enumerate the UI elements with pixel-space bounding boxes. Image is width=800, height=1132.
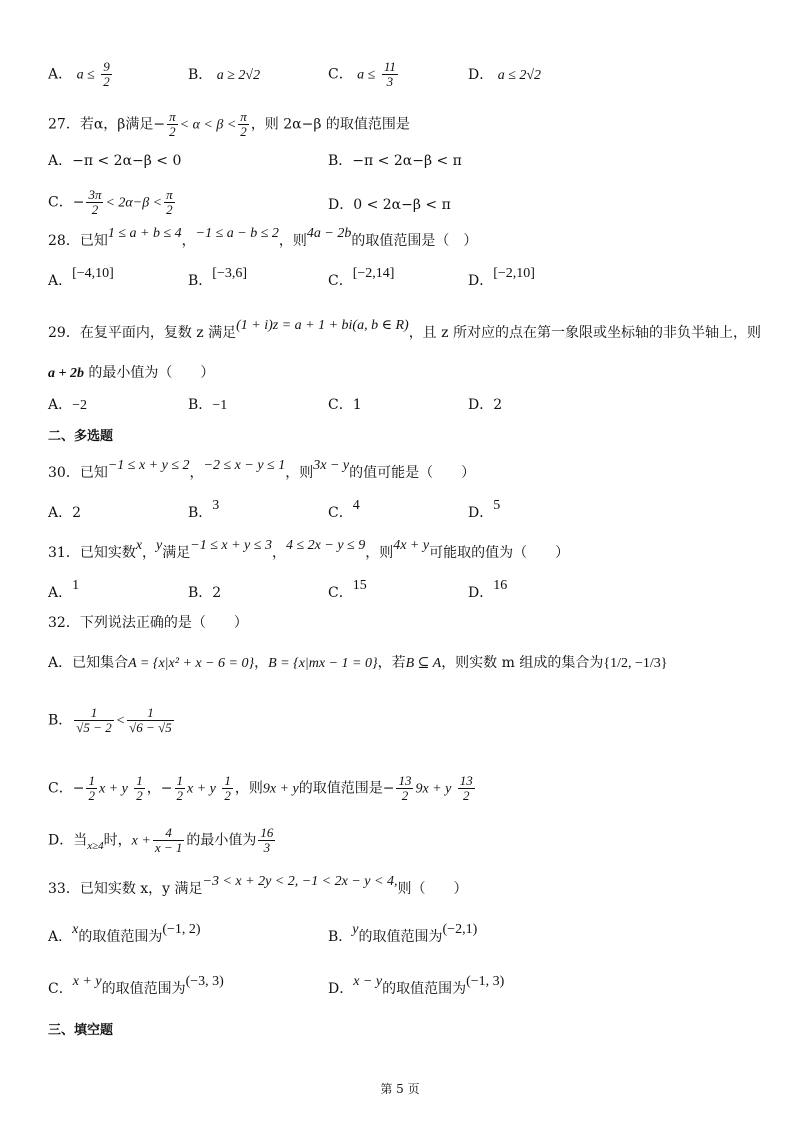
target-expression: 4a − 2b [306, 226, 352, 241]
denominator: 2 [463, 788, 470, 803]
variable: x − y [353, 974, 383, 989]
denominator: √6 − √5 [129, 720, 172, 735]
fraction [396, 774, 413, 803]
separator: ， [181, 233, 196, 249]
fraction [222, 774, 233, 803]
numerator: 1 [88, 773, 95, 788]
stem-text: ，则 [278, 233, 307, 249]
stem-text: 若α，β满足− [79, 116, 166, 133]
stem-text: 的最小值为（ ） [83, 365, 215, 381]
expression: x + y [187, 781, 216, 797]
variable: x + y [72, 974, 102, 989]
denominator: 2 [103, 74, 110, 89]
variable: x [135, 538, 143, 553]
option-label: B． [188, 67, 213, 83]
option-value: [−3,6] [212, 266, 248, 281]
condition-2: −1 ≤ a − b ≤ 2 [195, 226, 279, 241]
variable: x [72, 922, 79, 937]
q31-option-a [48, 578, 80, 603]
target-expression: 3x − y [313, 458, 350, 473]
stem-text: 30．已知 [48, 465, 108, 481]
option-value: [−2,10] [493, 266, 535, 281]
option-value: 1 [72, 578, 80, 593]
option-label: D． [468, 273, 494, 289]
option-text: 的取值范围为 [101, 981, 186, 997]
q33-option-b [328, 922, 478, 947]
fraction [238, 110, 249, 139]
fraction [175, 774, 186, 803]
option-label: A． [48, 397, 73, 413]
separator: ， [189, 465, 204, 481]
question-number: 27． [48, 116, 80, 133]
condition-2: −2 ≤ x − y ≤ 1 [203, 458, 286, 473]
condition: −3 < x + 2y < 2, −1 < 2x − y < 4, [202, 874, 398, 889]
q29-option-b [188, 396, 227, 415]
question-32-stem: 32．下列说法正确的是（ ） [48, 615, 248, 631]
stem-text: ，则 [285, 465, 314, 481]
option-label: B． [188, 505, 213, 521]
denominator: 2 [169, 124, 176, 139]
q27-option-b: B．−π < 2α−β < π [328, 153, 462, 169]
numerator: π [166, 187, 173, 202]
q33-option-c [48, 974, 224, 999]
denominator: 2 [91, 202, 99, 217]
set-a: A = {x|x² + x − 6 = 0} [128, 656, 255, 671]
option-value: −2 [72, 398, 88, 413]
option-value: (−2,1) [442, 922, 478, 937]
option-label: C． [328, 273, 353, 289]
fraction [164, 188, 175, 217]
option-label: A． [48, 929, 73, 945]
condition-2: 4 ≤ 2x − y ≤ 9 [285, 538, 366, 553]
option-label: C．− [48, 780, 85, 797]
fraction [167, 110, 178, 139]
q28-option-a [48, 266, 114, 291]
separator: ， [142, 545, 157, 561]
fraction [258, 826, 275, 855]
expression: 9x + y [415, 781, 452, 797]
option-math: a ≥ 2√2 [216, 68, 261, 83]
q31-option-b: B．2 [188, 585, 222, 601]
denominator: 3 [386, 74, 394, 89]
option-text: ，则 [234, 780, 263, 797]
option-value: 3 [212, 498, 220, 513]
numerator: 1 [176, 773, 184, 788]
option-value: −1 [212, 398, 228, 413]
option-label: D． [468, 585, 494, 601]
variable: y [156, 538, 163, 553]
option-text: 的取值范围为 [382, 981, 467, 997]
option-label: A． [48, 273, 73, 289]
denominator: 2 [240, 124, 247, 139]
fraction [134, 774, 145, 803]
stem-text: ，且 z 所对应的点在第一象限或坐标轴的非负半轴上，则 [408, 325, 761, 341]
fraction [458, 774, 475, 803]
numerator: 9 [103, 59, 110, 74]
question-29-stem [48, 318, 761, 343]
numerator: 1 [136, 773, 143, 788]
option-label: C． [48, 981, 73, 997]
q28-option-b [188, 266, 248, 291]
option-label: D． [328, 981, 354, 997]
stem-text: 则（ ） [397, 881, 468, 897]
condition-1: 1 ≤ a + b ≤ 4 [107, 226, 182, 241]
q29-option-d: D．2 [468, 397, 503, 413]
fraction [153, 826, 185, 855]
stem-text: 可能取的值为（ ） [429, 545, 570, 561]
stem-text: ，则 2α−β 的取值范围是 [250, 116, 410, 133]
stem-text: 的取值范围是（ ） [351, 233, 478, 249]
q30-option-c [328, 498, 360, 523]
numerator: 4 [153, 826, 185, 841]
numerator: π [169, 109, 176, 124]
q30-option-b [188, 498, 220, 523]
option-label: B． [48, 712, 73, 729]
q29-option-c: C．1 [328, 397, 362, 413]
option-math: < 2α−β < [105, 195, 163, 211]
option-text: 的最小值为 [186, 832, 257, 849]
q33-option-d [328, 974, 505, 999]
option-value: [−4,10] [72, 266, 114, 281]
separator: ， [271, 545, 286, 561]
option-text: ，若 [377, 655, 406, 671]
condition-1: −1 ≤ x + y ≤ 2 [107, 458, 190, 473]
fraction [86, 188, 103, 217]
comparison: < [115, 713, 126, 729]
condition: x≥4 [87, 839, 104, 852]
question-27-stem [48, 110, 410, 139]
option-text: 时， [103, 832, 132, 849]
denominator: 3 [263, 840, 271, 855]
question-31-stem [48, 538, 570, 563]
option-label: B． [328, 929, 353, 945]
option-value: 16 [493, 578, 508, 593]
option-value: [−2,14] [352, 266, 395, 281]
q26-option-a [48, 60, 114, 89]
fraction [382, 60, 398, 89]
denominator: x − 1 [154, 840, 183, 855]
denominator: 2 [136, 788, 143, 803]
denominator: 2 [176, 788, 184, 803]
set-b: B = {x|mx − 1 = 0} [268, 656, 378, 671]
numerator: 16 [260, 825, 274, 840]
q30-option-a: A．2 [48, 505, 82, 521]
option-text: 的取值范围为 [358, 929, 443, 945]
option-math: a ≤ [76, 67, 95, 83]
fraction [74, 706, 113, 735]
target-expression: a + 2b [48, 366, 84, 381]
option-value: 15 [352, 578, 367, 593]
option-text: ，则实数 m 组成的集合为 [441, 655, 604, 671]
stem-math: < α < β < [179, 117, 237, 133]
target-expression: 4x + y [393, 538, 430, 553]
section-heading: 二、多选题 [48, 429, 114, 444]
numerator: 1 [74, 706, 113, 721]
option-label: C． [328, 585, 353, 601]
stem-text: 满足 [162, 545, 191, 561]
stem-text: 28．已知 [48, 233, 108, 249]
numerator: 1 [127, 706, 174, 721]
equation: (1 + i)z = a + 1 + bi(a, b ∈ R) [236, 318, 409, 333]
numerator: 3π [88, 187, 102, 202]
expression: x + y [98, 781, 128, 797]
option-text: D．当 [48, 832, 88, 849]
denominator: 2 [224, 788, 231, 803]
q27-option-a: A．−π < 2α−β < 0 [48, 153, 182, 169]
q31-option-d [468, 578, 508, 603]
condition-1: −1 ≤ x + y ≤ 3 [190, 538, 272, 553]
option-text: 的取值范围是− [298, 780, 395, 797]
separator: ，− [146, 780, 173, 797]
answer-set: {1/2, −1/3} [603, 656, 668, 671]
numerator: 13 [459, 773, 473, 788]
q29-option-a [48, 396, 87, 415]
option-value: (−3, 3) [185, 974, 224, 989]
option-label: B． [188, 397, 213, 413]
numerator: 1 [224, 773, 231, 788]
q26-option-d [468, 66, 541, 85]
option-text: A．已知集合 [48, 655, 129, 671]
section-heading: 三、填空题 [48, 1023, 114, 1038]
denominator: 2 [88, 788, 95, 803]
q28-option-d [468, 266, 535, 291]
q30-option-d [468, 498, 501, 523]
q32-option-b [48, 706, 176, 735]
q27-option-c [48, 188, 177, 217]
target-expression: 9x + y [262, 781, 299, 797]
option-value: 4 [352, 498, 360, 513]
option-label: A． [48, 585, 73, 601]
stem-text: 31．已知实数 [48, 545, 136, 561]
option-value: 5 [493, 498, 501, 513]
separator: ， [254, 655, 269, 671]
option-label: A． [48, 66, 73, 83]
denominator: 2 [401, 788, 409, 803]
option-label: B． [188, 273, 213, 289]
variable: y [352, 922, 359, 937]
stem-text: ，则 [365, 545, 394, 561]
option-label: C．− [48, 194, 85, 211]
fraction [86, 774, 97, 803]
q32-option-c [48, 774, 477, 803]
q32-option-d [48, 826, 277, 855]
denominator: √5 − 2 [76, 720, 112, 735]
q31-option-c [328, 578, 367, 603]
subset-relation: B ⊆ A [405, 656, 442, 671]
fraction [101, 60, 112, 89]
option-label: C． [328, 66, 353, 83]
option-label: C． [328, 505, 353, 521]
denominator: 2 [166, 202, 173, 217]
numerator: π [240, 109, 247, 124]
q26-option-b [188, 66, 260, 85]
q33-option-a [48, 922, 201, 947]
stem-text: 的值可能是（ ） [349, 465, 476, 481]
question-30-stem [48, 458, 476, 483]
option-value: (−1, 3) [466, 974, 505, 989]
q26-option-c [328, 60, 400, 89]
q32-option-a [48, 654, 668, 673]
fraction [127, 706, 174, 735]
numerator: 13 [398, 773, 412, 788]
option-value: (−1, 2) [162, 922, 201, 937]
question-28-stem [48, 226, 478, 251]
q28-option-c [328, 266, 395, 291]
option-math: a ≤ 2√2 [497, 68, 542, 83]
option-label: D． [468, 505, 494, 521]
option-math: a ≤ [357, 67, 376, 83]
stem-text: 29．在复平面内，复数 z 满足 [48, 325, 237, 341]
expression: x + [131, 833, 151, 849]
page-footer: 第 5 页 [380, 1082, 420, 1096]
option-label: D． [468, 67, 494, 83]
numerator: 11 [383, 59, 396, 74]
option-text: 的取值范围为 [78, 929, 163, 945]
q27-option-d: D．0 < 2α−β < π [328, 197, 451, 213]
question-29-stem-line2 [48, 364, 214, 383]
question-33-stem [48, 874, 468, 899]
stem-text: 33．已知实数 x，y 满足 [48, 881, 203, 897]
